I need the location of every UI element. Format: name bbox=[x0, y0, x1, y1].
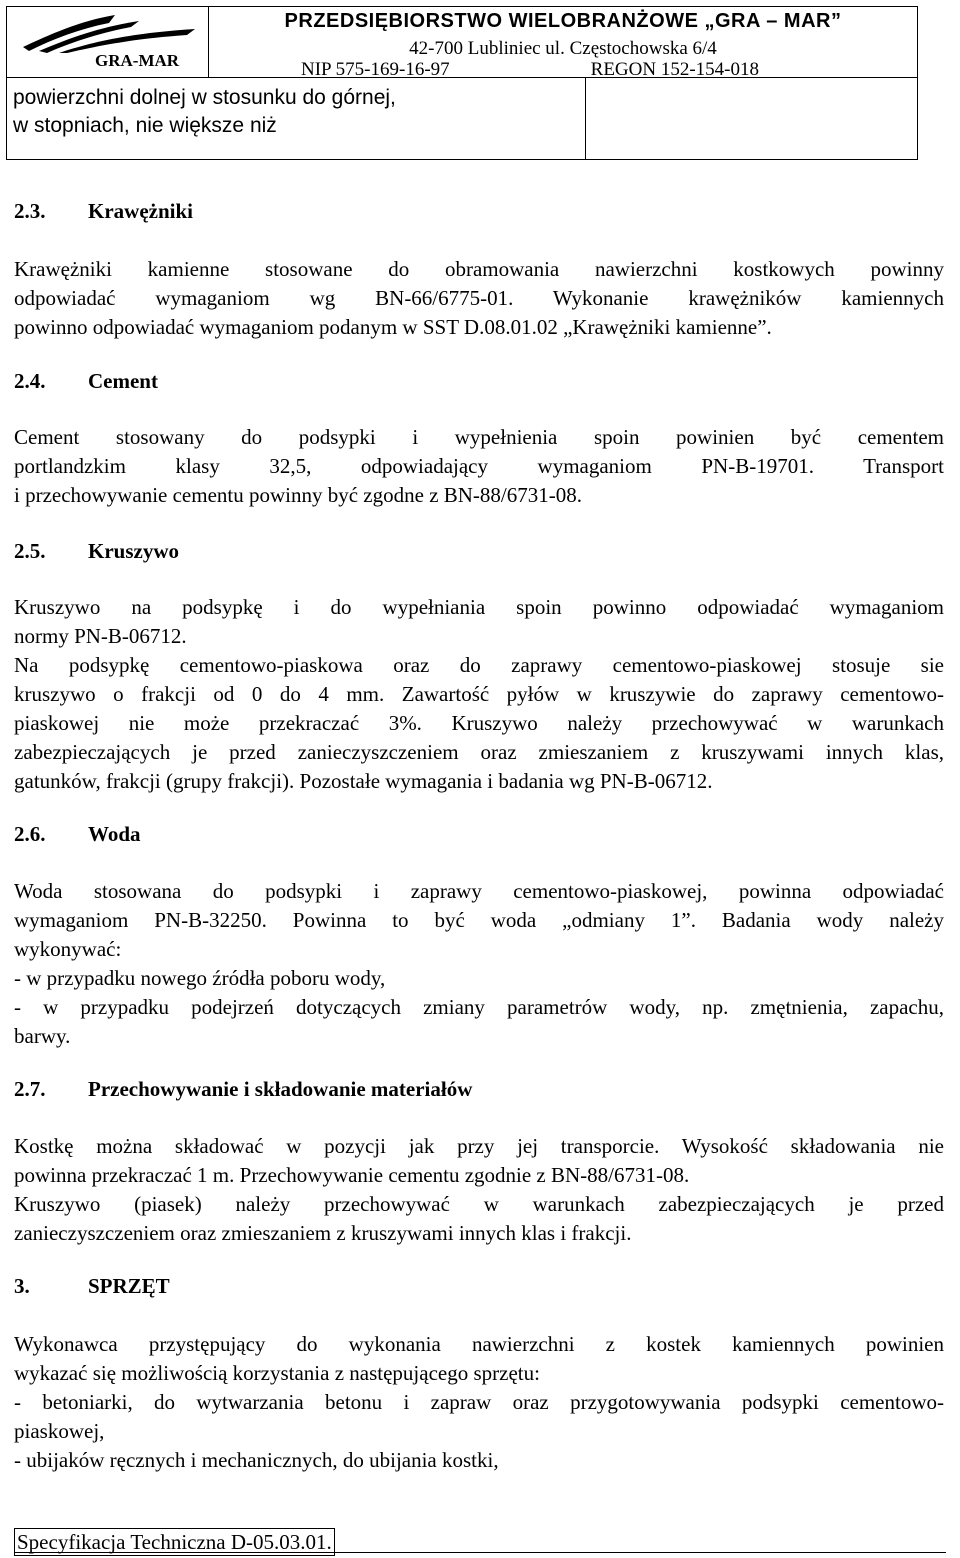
paragraph-line: - betoniarki, do wytwarzania betonu i zapraw oraz przygotowywania podsypki cementowo- bbox=[14, 1390, 944, 1414]
section-number: 2.4. bbox=[14, 369, 46, 393]
paragraph-line: barwy. bbox=[14, 1024, 71, 1048]
paragraph-line: Kruszywo na podsypkę i do wypełniania spoin powinno odpowiadać wymaganiom bbox=[14, 595, 944, 619]
company-ids bbox=[209, 59, 917, 77]
section-title: SPRZĘT bbox=[88, 1274, 170, 1298]
paragraph-line: zabezpieczających je przed zanieczyszczeniem oraz zmieszaniem z kruszywami innych klas, bbox=[14, 740, 944, 764]
table-cell-divider bbox=[585, 78, 586, 159]
section-title: Kruszywo bbox=[88, 539, 179, 563]
section-title: Cement bbox=[88, 369, 158, 393]
document-header bbox=[6, 6, 918, 78]
paragraph-line: powinna przekraczać 1 m. Przechowywanie cementu zgodnie z BN-88/6731-08. bbox=[14, 1163, 690, 1187]
paragraph-line: Cement stosowany do podsypki i wypełnienia spoin powinien być cementem bbox=[14, 425, 944, 449]
paragraph-line: normy PN-B-06712. bbox=[14, 624, 187, 648]
company-name: PRZEDSIĘBIORSTWO WIELOBRANŻOWE „GRA – MAR” bbox=[284, 10, 842, 32]
table-cell-line: powierzchni dolnej w stosunku do górnej, bbox=[13, 86, 396, 109]
paragraph-line: - w przypadku nowego źródła poboru wody, bbox=[14, 966, 386, 990]
paragraph-line: Kostkę można składować w pozycji jak przy jej transporcie. Wysokość składowania nie bbox=[14, 1134, 944, 1158]
paragraph-line: - w przypadku podejrzeń dotyczących zmiany parametrów wody, np. zmętnienia, zapachu, bbox=[14, 995, 944, 1019]
paragraph-line: Woda stosowana do podsypki i zaprawy cementowo-piaskowej, powinna odpowiadać bbox=[14, 879, 944, 903]
paragraph-line: Wykonawca przystępujący do wykonania nawierzchni z kostek kamiennych powinien bbox=[14, 1332, 944, 1356]
section-heading bbox=[14, 1274, 170, 1299]
paragraph-line: wymaganiom PN-B-32250. Powinna to być woda „odmiany 1”. Badania wody należy bbox=[14, 908, 944, 932]
section-title: Krawężniki bbox=[88, 199, 193, 223]
paragraph-line: i przechowywanie cementu powinny być zgodne z BN-88/6731-08. bbox=[14, 483, 583, 507]
company-logo bbox=[7, 7, 209, 77]
paragraph-line: - ubijaków ręcznych i mechanicznych, do ubijania kostki, bbox=[14, 1448, 499, 1472]
section-number: 2.3. bbox=[14, 199, 46, 223]
paragraph-line: Kruszywo (piasek) należy przechowywać w warunkach zabezpieczających je przed bbox=[14, 1192, 944, 1216]
paragraph-line: wykonywać: bbox=[14, 937, 122, 961]
paragraph-line: portlandzkim klasy 32,5, odpowiadający wymaganiom PN-B-19701. Transport bbox=[14, 454, 944, 478]
paragraph-line: piaskowej nie może przekraczać 3%. Kruszywo należy przechowywać w warunkach bbox=[14, 711, 944, 735]
section-number: 2.6. bbox=[14, 822, 46, 846]
company-nip: NIP 575-169-16-97 bbox=[301, 59, 450, 77]
section-heading bbox=[14, 822, 141, 847]
section-number: 3. bbox=[14, 1274, 30, 1298]
paragraph-line: Krawężniki kamienne stosowane do obramowania nawierzchni kostkowych powinny bbox=[14, 257, 944, 281]
section-heading bbox=[14, 369, 158, 394]
paragraph-line: odpowiadać wymaganiom wg BN-66/6775-01. Wykonanie krawężników kamiennych bbox=[14, 286, 944, 310]
section-number: 2.5. bbox=[14, 539, 46, 563]
section-heading bbox=[14, 199, 193, 224]
paragraph-line: piaskowej, bbox=[14, 1419, 105, 1443]
paragraph-line: zanieczyszczeniem oraz zmieszaniem z kruszywami innych klas i frakcji. bbox=[14, 1221, 632, 1245]
footer-label: Specyfikacja Techniczna D-05.03.01. bbox=[14, 1528, 335, 1556]
paragraph-line: powinno odpowiadać wymaganiom podanym w SST D.08.01.02 „Krawężniki kamienne”. bbox=[14, 315, 772, 339]
logo-text: GRA-MAR bbox=[95, 51, 180, 70]
paragraph-line: gatunków, frakcji (grupy frakcji). Pozostałe wymagania i badania wg PN-B-06712. bbox=[14, 769, 713, 793]
logo-swoosh-icon bbox=[19, 13, 199, 53]
paragraph-line: kruszywo o frakcji od 0 do 4 mm. Zawartość pyłów w kruszywie do zaprawy cementowo- bbox=[14, 682, 944, 706]
table-cell-text bbox=[13, 84, 573, 140]
table-fragment bbox=[6, 78, 918, 160]
section-title: Woda bbox=[88, 822, 141, 846]
section-heading bbox=[14, 539, 179, 564]
paragraph-line: wykazać się możliwością korzystania z następującego sprzętu: bbox=[14, 1361, 540, 1385]
table-cell-line: w stopniach, nie większe niż bbox=[13, 114, 277, 137]
company-regon: REGON 152-154-018 bbox=[590, 59, 759, 77]
section-number: 2.7. bbox=[14, 1077, 46, 1101]
company-address: 42-700 Lubliniec ul. Częstochowska 6/4 bbox=[409, 38, 717, 59]
section-heading bbox=[14, 1077, 472, 1102]
paragraph-line: Na podsypkę cementowo-piaskowa oraz do zaprawy cementowo-piaskowej stosuje sie bbox=[14, 653, 944, 677]
section-title: Przechowywanie i składowanie materiałów bbox=[88, 1077, 473, 1101]
